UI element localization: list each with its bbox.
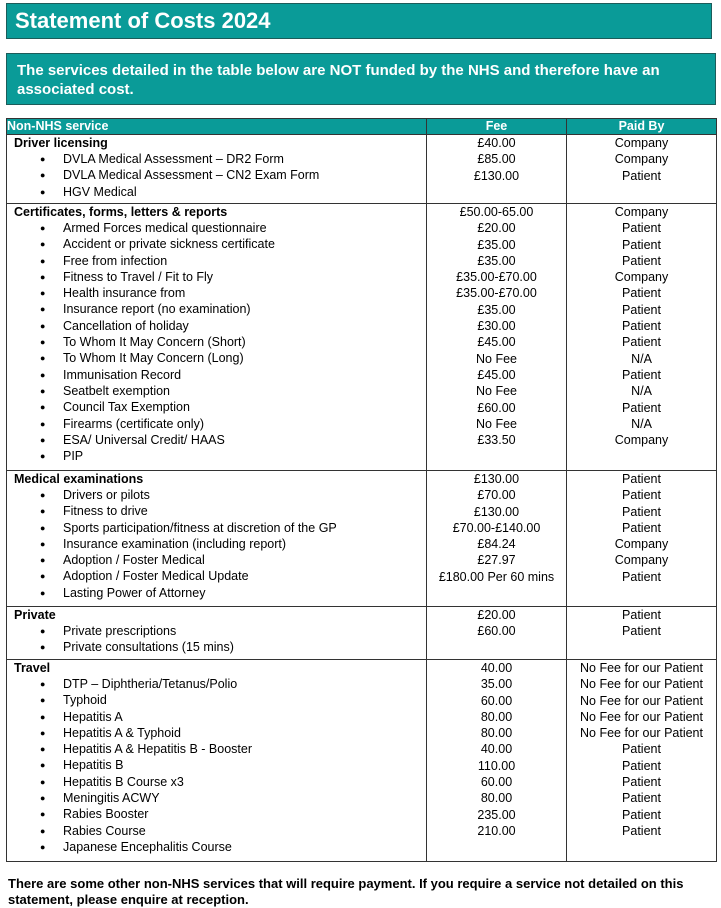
- paid-by-value: N/A: [631, 416, 652, 431]
- bullet-icon: ●: [40, 744, 46, 755]
- service-name: DTP – Diphtheria/Tetanus/Polio: [63, 677, 238, 691]
- title-banner: [6, 3, 712, 39]
- fee-value: 60.00: [480, 775, 513, 790]
- bullet-icon: ●: [40, 154, 46, 164]
- fee-value: £33.50: [477, 433, 516, 448]
- list-item: [7, 301, 426, 317]
- fee-cell: [427, 660, 567, 862]
- fee-value: £45.00: [477, 335, 516, 350]
- paid-by-value: Company: [614, 553, 669, 568]
- fee-value: No Fee: [476, 351, 517, 366]
- bullet-icon: ●: [40, 239, 46, 250]
- list-item: [7, 503, 426, 519]
- intro-banner: [6, 53, 716, 105]
- list-item: [7, 269, 426, 285]
- bullet-icon: ●: [40, 271, 46, 282]
- list-item: [7, 432, 426, 448]
- bullet-icon: ●: [40, 555, 46, 566]
- fee-value: No Fee: [476, 384, 517, 399]
- fee-value: £70.00: [477, 488, 516, 503]
- fee-value: £35.00-£70.00: [456, 286, 537, 301]
- section-title: Medical examinations: [14, 472, 144, 486]
- service-name: Meningitis ACWY: [63, 791, 160, 806]
- table-header-row: [7, 119, 717, 135]
- paid-by-cell: [567, 607, 717, 660]
- service-name: Hepatitis B: [63, 758, 124, 773]
- service-cell: [7, 471, 427, 607]
- fee-value: 35.00: [480, 677, 513, 692]
- paid-by-value: Patient: [622, 758, 661, 773]
- service-name: Hepatitis B Course x3: [63, 774, 184, 789]
- service-name: Hepatitis A: [63, 709, 123, 724]
- bullet-icon: ●: [40, 793, 46, 804]
- bullet-icon: ●: [40, 320, 46, 331]
- costs-table: [6, 118, 717, 862]
- service-name: Adoption / Foster Medical Update: [63, 569, 249, 584]
- bullet-icon: ●: [40, 170, 46, 181]
- fee-value: £70.00-£140.00: [452, 520, 541, 535]
- fee-value: £85.00: [477, 152, 516, 167]
- bullet-icon: ●: [40, 642, 46, 653]
- bullet-icon: ●: [40, 825, 46, 836]
- paid-by-value: Company: [614, 433, 669, 448]
- fee-value: No Fee: [476, 416, 517, 431]
- fee-value: £40.00: [477, 136, 516, 150]
- table-section-row: [7, 471, 717, 607]
- paid-by-value: Patient: [622, 302, 661, 317]
- service-name: To Whom It May Concern (Short): [63, 335, 246, 350]
- service-name: Armed Forces medical questionnaire: [63, 221, 267, 235]
- paid-by-value: No Fee for our Patient: [580, 661, 703, 675]
- service-name: To Whom It May Concern (Long): [63, 351, 244, 366]
- paid-by-value: Patient: [622, 791, 661, 806]
- list-item: [7, 725, 426, 741]
- service-cell: [7, 135, 427, 204]
- paid-by-value: No Fee for our Patient: [580, 677, 703, 692]
- bullet-icon: ●: [40, 679, 46, 689]
- paid-by-value: Patient: [622, 775, 661, 790]
- fee-value: 235.00: [477, 807, 516, 822]
- paid-by-value: N/A: [631, 351, 652, 366]
- service-name: Council Tax Exemption: [63, 400, 190, 415]
- paid-by-value: Company: [614, 270, 669, 285]
- service-name: Free from infection: [63, 253, 168, 268]
- service-cell: [7, 607, 427, 660]
- service-name: HGV Medical: [63, 184, 137, 199]
- list-item: [7, 184, 426, 200]
- table-section-row: [7, 607, 717, 660]
- paid-by-value: Patient: [622, 286, 661, 301]
- bullet-icon: ●: [40, 506, 46, 517]
- section-title: Driver licensing: [14, 136, 108, 150]
- paid-by-value: Patient: [622, 319, 661, 334]
- service-name: PIP: [63, 449, 84, 464]
- paid-by-value: No Fee for our Patient: [580, 693, 703, 708]
- list-item: [7, 236, 426, 252]
- bullet-icon: ●: [40, 255, 46, 266]
- bullet-icon: ●: [40, 385, 46, 396]
- service-name: DVLA Medical Assessment – DR2 Form: [63, 152, 284, 166]
- service-name: Typhoid: [63, 693, 107, 708]
- paid-by-value: Patient: [622, 237, 661, 252]
- service-name: Fitness to drive: [63, 504, 148, 519]
- list-item: [7, 367, 426, 383]
- section-title: Certificates, forms, letters & reports: [14, 205, 228, 219]
- fee-cell: [427, 204, 567, 471]
- paid-by-value: Patient: [622, 488, 661, 503]
- service-name: Fitness to Travel / Fit to Fly: [63, 269, 214, 284]
- service-name: Immunisation Record: [63, 367, 182, 382]
- service-name: Lasting Power of Attorney: [63, 585, 206, 600]
- paid-by-value: Patient: [622, 472, 661, 486]
- paid-by-value: Patient: [622, 400, 661, 415]
- list-item: [7, 383, 426, 399]
- section-title: Travel: [14, 661, 51, 675]
- header-service: Non-NHS service: [7, 119, 427, 135]
- intro-text: The services detailed in the table below are NOT funded by the NHS and therefore have an associated cost.: [17, 62, 660, 98]
- bullet-icon: ●: [40, 223, 46, 233]
- service-name: Insurance report (no examination): [63, 302, 251, 317]
- service-name: Accident or private sickness certificate: [63, 237, 275, 252]
- service-name: Private prescriptions: [63, 624, 177, 638]
- fee-value: £45.00: [477, 367, 516, 382]
- paid-by-value: Patient: [622, 569, 661, 584]
- bullet-icon: ●: [40, 288, 46, 299]
- list-item: [7, 709, 426, 725]
- fee-value: £84.24: [477, 537, 516, 552]
- fee-cell: [427, 471, 567, 607]
- service-name: Cancellation of holiday: [63, 318, 189, 333]
- paid-by-cell: [567, 660, 717, 862]
- fee-value: £180.00 Per 60 mins: [438, 569, 555, 584]
- service-name: Insurance examination (including report): [63, 536, 287, 551]
- list-item: [7, 399, 426, 415]
- bullet-icon: ●: [40, 760, 46, 771]
- list-item: [7, 285, 426, 301]
- footer-note: There are some other non-NHS services that will require payment. If you require a service not detailed on this statement, please enquire at reception.: [8, 876, 684, 907]
- service-name: Hepatitis A & Hepatitis B - Booster: [63, 742, 252, 757]
- fee-value: 110.00: [477, 758, 516, 773]
- table-section-row: [7, 135, 717, 204]
- list-item: [7, 823, 426, 839]
- list-item: [7, 568, 426, 584]
- paid-by-value: Company: [614, 205, 669, 219]
- fee-value: £27.97: [477, 553, 516, 568]
- bullet-icon: ●: [40, 711, 46, 722]
- fee-value: £30.00: [477, 319, 516, 334]
- list-item: [7, 536, 426, 552]
- list-item: [7, 520, 426, 536]
- fee-value: £35.00: [477, 237, 516, 252]
- bullet-icon: ●: [40, 538, 46, 549]
- list-item: [7, 220, 426, 236]
- paid-by-value: Company: [614, 136, 669, 150]
- fee-value: 210.00: [477, 823, 516, 838]
- paid-by-value: Patient: [622, 807, 661, 822]
- page-title: Statement of Costs 2024: [15, 8, 271, 33]
- paid-by-cell: [567, 135, 717, 204]
- fee-value: £35.00: [477, 253, 516, 268]
- list-item: [7, 167, 426, 183]
- list-item: [7, 416, 426, 432]
- service-name: Seatbelt exemption: [63, 383, 171, 398]
- list-item: [7, 639, 426, 655]
- table-section-row: [7, 660, 717, 862]
- service-name: ESA/ Universal Credit/ HAAS: [63, 432, 225, 447]
- bullet-icon: ●: [40, 186, 46, 197]
- service-name: Hepatitis A & Typhoid: [63, 725, 181, 740]
- fee-value: £20.00: [477, 608, 516, 622]
- header-fee: Fee: [427, 119, 567, 135]
- service-cell: [7, 660, 427, 862]
- paid-by-value: Patient: [622, 742, 661, 757]
- fee-value: 40.00: [480, 742, 513, 757]
- service-name: Sports participation/fitness at discretion of the GP: [63, 520, 337, 535]
- service-name: Rabies Course: [63, 823, 146, 838]
- paid-by-value: Patient: [622, 367, 661, 382]
- bullet-icon: ●: [40, 776, 46, 787]
- list-item: [7, 552, 426, 568]
- service-name: Private consultations (15 mins): [63, 640, 234, 655]
- fee-value: £50.00-65.00: [459, 205, 534, 219]
- list-item: [7, 151, 426, 167]
- bullet-icon: ●: [40, 571, 46, 582]
- section-title: Private: [14, 608, 56, 622]
- list-item: [7, 253, 426, 269]
- fee-cell: [427, 135, 567, 204]
- list-item: [7, 318, 426, 334]
- service-name: Rabies Booster: [63, 807, 149, 822]
- list-item: [7, 350, 426, 366]
- table-section-row: [7, 204, 717, 471]
- bullet-icon: ●: [40, 369, 46, 380]
- bullet-icon: ●: [40, 418, 46, 429]
- bullet-icon: ●: [40, 451, 46, 462]
- list-item: [7, 448, 426, 464]
- paid-by-value: N/A: [631, 384, 652, 399]
- fee-value: 60.00: [480, 693, 513, 708]
- bullet-icon: ●: [40, 626, 46, 636]
- bullet-icon: ●: [40, 490, 46, 500]
- paid-by-value: No Fee for our Patient: [580, 709, 703, 724]
- paid-by-value: No Fee for our Patient: [580, 726, 703, 741]
- list-item: [7, 806, 426, 822]
- bullet-icon: ●: [40, 727, 46, 738]
- list-item: [7, 757, 426, 773]
- fee-value: £20.00: [477, 221, 516, 236]
- list-item: [7, 774, 426, 790]
- fee-value: £35.00-£70.00: [456, 270, 537, 285]
- paid-by-cell: [567, 471, 717, 607]
- paid-by-value: Patient: [622, 520, 661, 535]
- service-name: Drivers or pilots: [63, 488, 150, 502]
- fee-cell: [427, 607, 567, 660]
- fee-value: £130.00: [473, 168, 520, 183]
- bullet-icon: ●: [40, 434, 46, 445]
- fee-value: 80.00: [480, 791, 513, 806]
- service-name: Japanese Encephalitis Course: [63, 839, 232, 854]
- fee-value: 40.00: [480, 661, 513, 675]
- bullet-icon: ●: [40, 841, 46, 852]
- fee-value: 80.00: [480, 726, 513, 741]
- fee-value: £60.00: [477, 400, 516, 415]
- bullet-icon: ●: [40, 304, 46, 315]
- paid-by-value: Patient: [622, 168, 661, 183]
- bullet-icon: ●: [40, 353, 46, 364]
- fee-value: £130.00: [473, 472, 520, 486]
- paid-by-value: Patient: [622, 335, 661, 350]
- service-name: DVLA Medical Assessment – CN2 Exam Form: [63, 168, 320, 183]
- service-name: Health insurance from: [63, 286, 186, 301]
- bullet-icon: ●: [40, 337, 46, 348]
- fee-value: £35.00: [477, 302, 516, 317]
- table-body: [7, 135, 717, 862]
- paid-by-value: Patient: [622, 221, 661, 236]
- bullet-icon: ●: [40, 587, 46, 598]
- paid-by-cell: [567, 204, 717, 471]
- bullet-icon: ●: [40, 809, 46, 820]
- list-item: [7, 839, 426, 855]
- fee-value: £60.00: [477, 624, 516, 639]
- paid-by-value: Patient: [622, 253, 661, 268]
- paid-by-value: Patient: [622, 608, 661, 622]
- list-item: [7, 741, 426, 757]
- list-item: [7, 487, 426, 503]
- list-item: [7, 676, 426, 692]
- paid-by-value: Patient: [622, 823, 661, 838]
- bullet-icon: ●: [40, 402, 46, 413]
- list-item: [7, 334, 426, 350]
- paid-by-value: Company: [614, 152, 669, 167]
- paid-by-value: Patient: [622, 504, 661, 519]
- service-name: Firearms (certificate only): [63, 416, 204, 431]
- fee-value: £130.00: [473, 504, 520, 519]
- paid-by-value: Patient: [622, 624, 661, 639]
- list-item: [7, 692, 426, 708]
- service-name: Adoption / Foster Medical: [63, 553, 205, 568]
- fee-value: 80.00: [480, 709, 513, 724]
- bullet-icon: ●: [40, 695, 46, 706]
- bullet-icon: ●: [40, 522, 46, 533]
- list-item: [7, 585, 426, 601]
- service-cell: [7, 204, 427, 471]
- paid-by-value: Company: [614, 537, 669, 552]
- list-item: [7, 790, 426, 806]
- list-item: [7, 623, 426, 639]
- header-paid-by: Paid By: [567, 119, 717, 135]
